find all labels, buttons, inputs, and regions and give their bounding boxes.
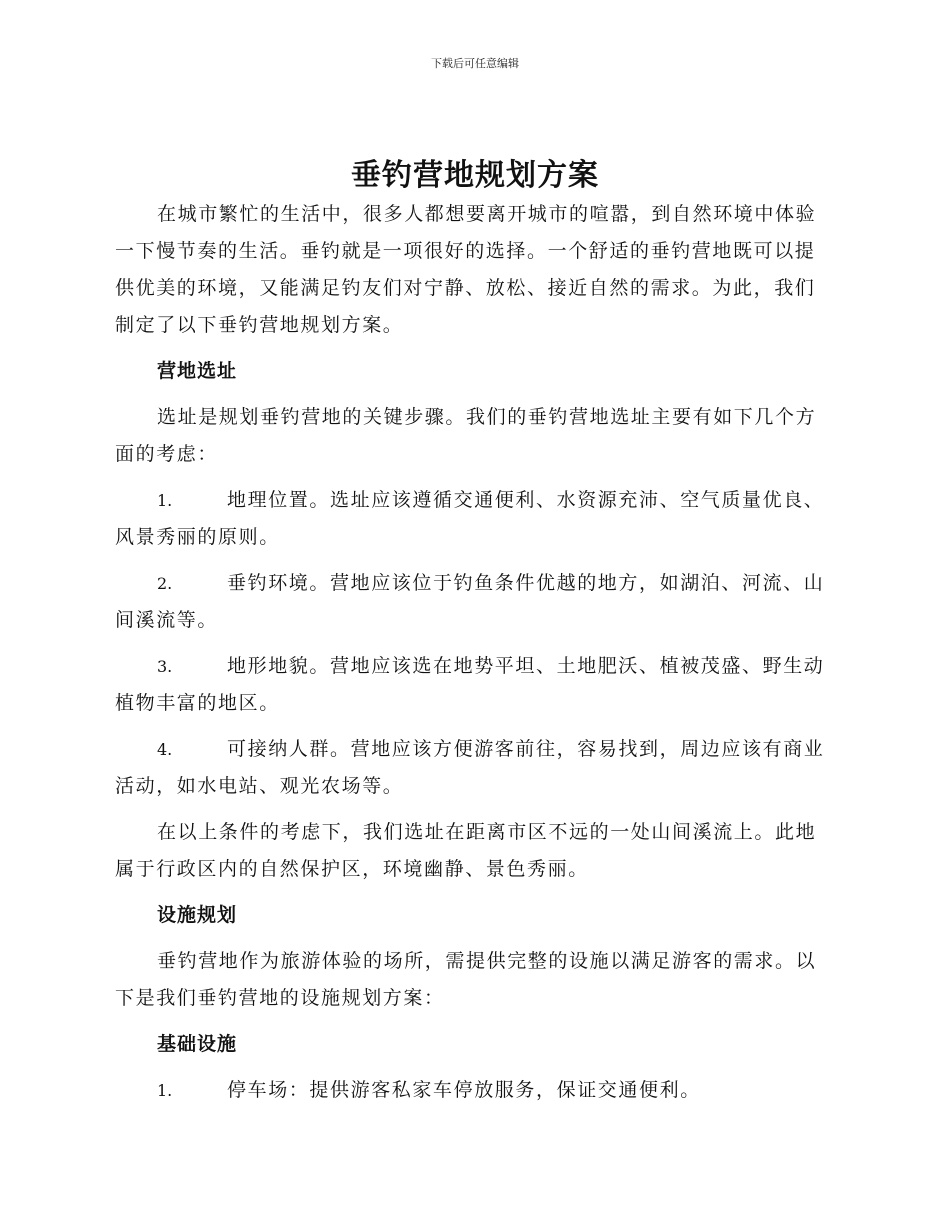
list-number: 1. [157, 1081, 173, 1100]
list-number: 4. [157, 740, 173, 759]
list-item [115, 482, 835, 556]
list-text: 垂钓环境。营地应该位于钓鱼条件优越的地方，如湖泊、河流、山间溪流等。 [115, 572, 825, 631]
section-heading-site: 营地选址 [157, 360, 238, 382]
intro-paragraph: 在城市繁忙的生活中，很多人都想要离开城市的喧嚣，到自然环境中体验一下慢节奏的生活。垂钓就是一项很好的选择。一个舒适的垂钓营地既可以提供优美的环境，又能满足钓友们对宁静、放松、接近自然的需求。为此，我们制定了以下垂钓营地规划方案。 [115, 203, 817, 336]
list-item [115, 731, 835, 805]
list-number: 2. [157, 574, 173, 593]
document-body [115, 196, 835, 1109]
list-text: 停车场：提供游客私家车停放服务，保证交通便利。 [227, 1079, 701, 1101]
list-item [115, 565, 835, 639]
page-header: 下载后可任意编辑 [431, 57, 519, 70]
section-heading-facilities: 设施规划 [157, 904, 238, 926]
document-title: 垂钓营地规划方案 [351, 158, 599, 193]
section-intro-facilities: 垂钓营地作为旅游体验的场所，需提供完整的设施以满足游客的需求。以下是我们垂钓营地的设施规划方案： [115, 950, 817, 1009]
list-text: 地理位置。选址应该遵循交通便利、水资源充沛、空气质量优良、风景秀丽的原则。 [115, 489, 825, 548]
list-text: 地形地貌。营地应该选在地势平坦、土地肥沃、植被茂盛、野生动植物丰富的地区。 [115, 655, 825, 714]
list-item [115, 648, 835, 722]
list-text: 可接纳人群。营地应该方便游客前往，容易找到，周边应该有商业活动，如水电站、观光农场等。 [115, 738, 825, 797]
list-item [115, 1072, 835, 1109]
list-number: 3. [157, 657, 173, 676]
subheading-basic-facilities: 基础设施 [157, 1033, 238, 1055]
list-number: 1. [157, 491, 173, 510]
section-intro-site: 选址是规划垂钓营地的关键步骤。我们的垂钓营地选址主要有如下几个方面的考虑： [115, 406, 817, 465]
conclusion-paragraph: 在以上条件的考虑下，我们选址在距离市区不远的一处山间溪流上。此地属于行政区内的自然保护区，环境幽静、景色秀丽。 [115, 821, 817, 880]
